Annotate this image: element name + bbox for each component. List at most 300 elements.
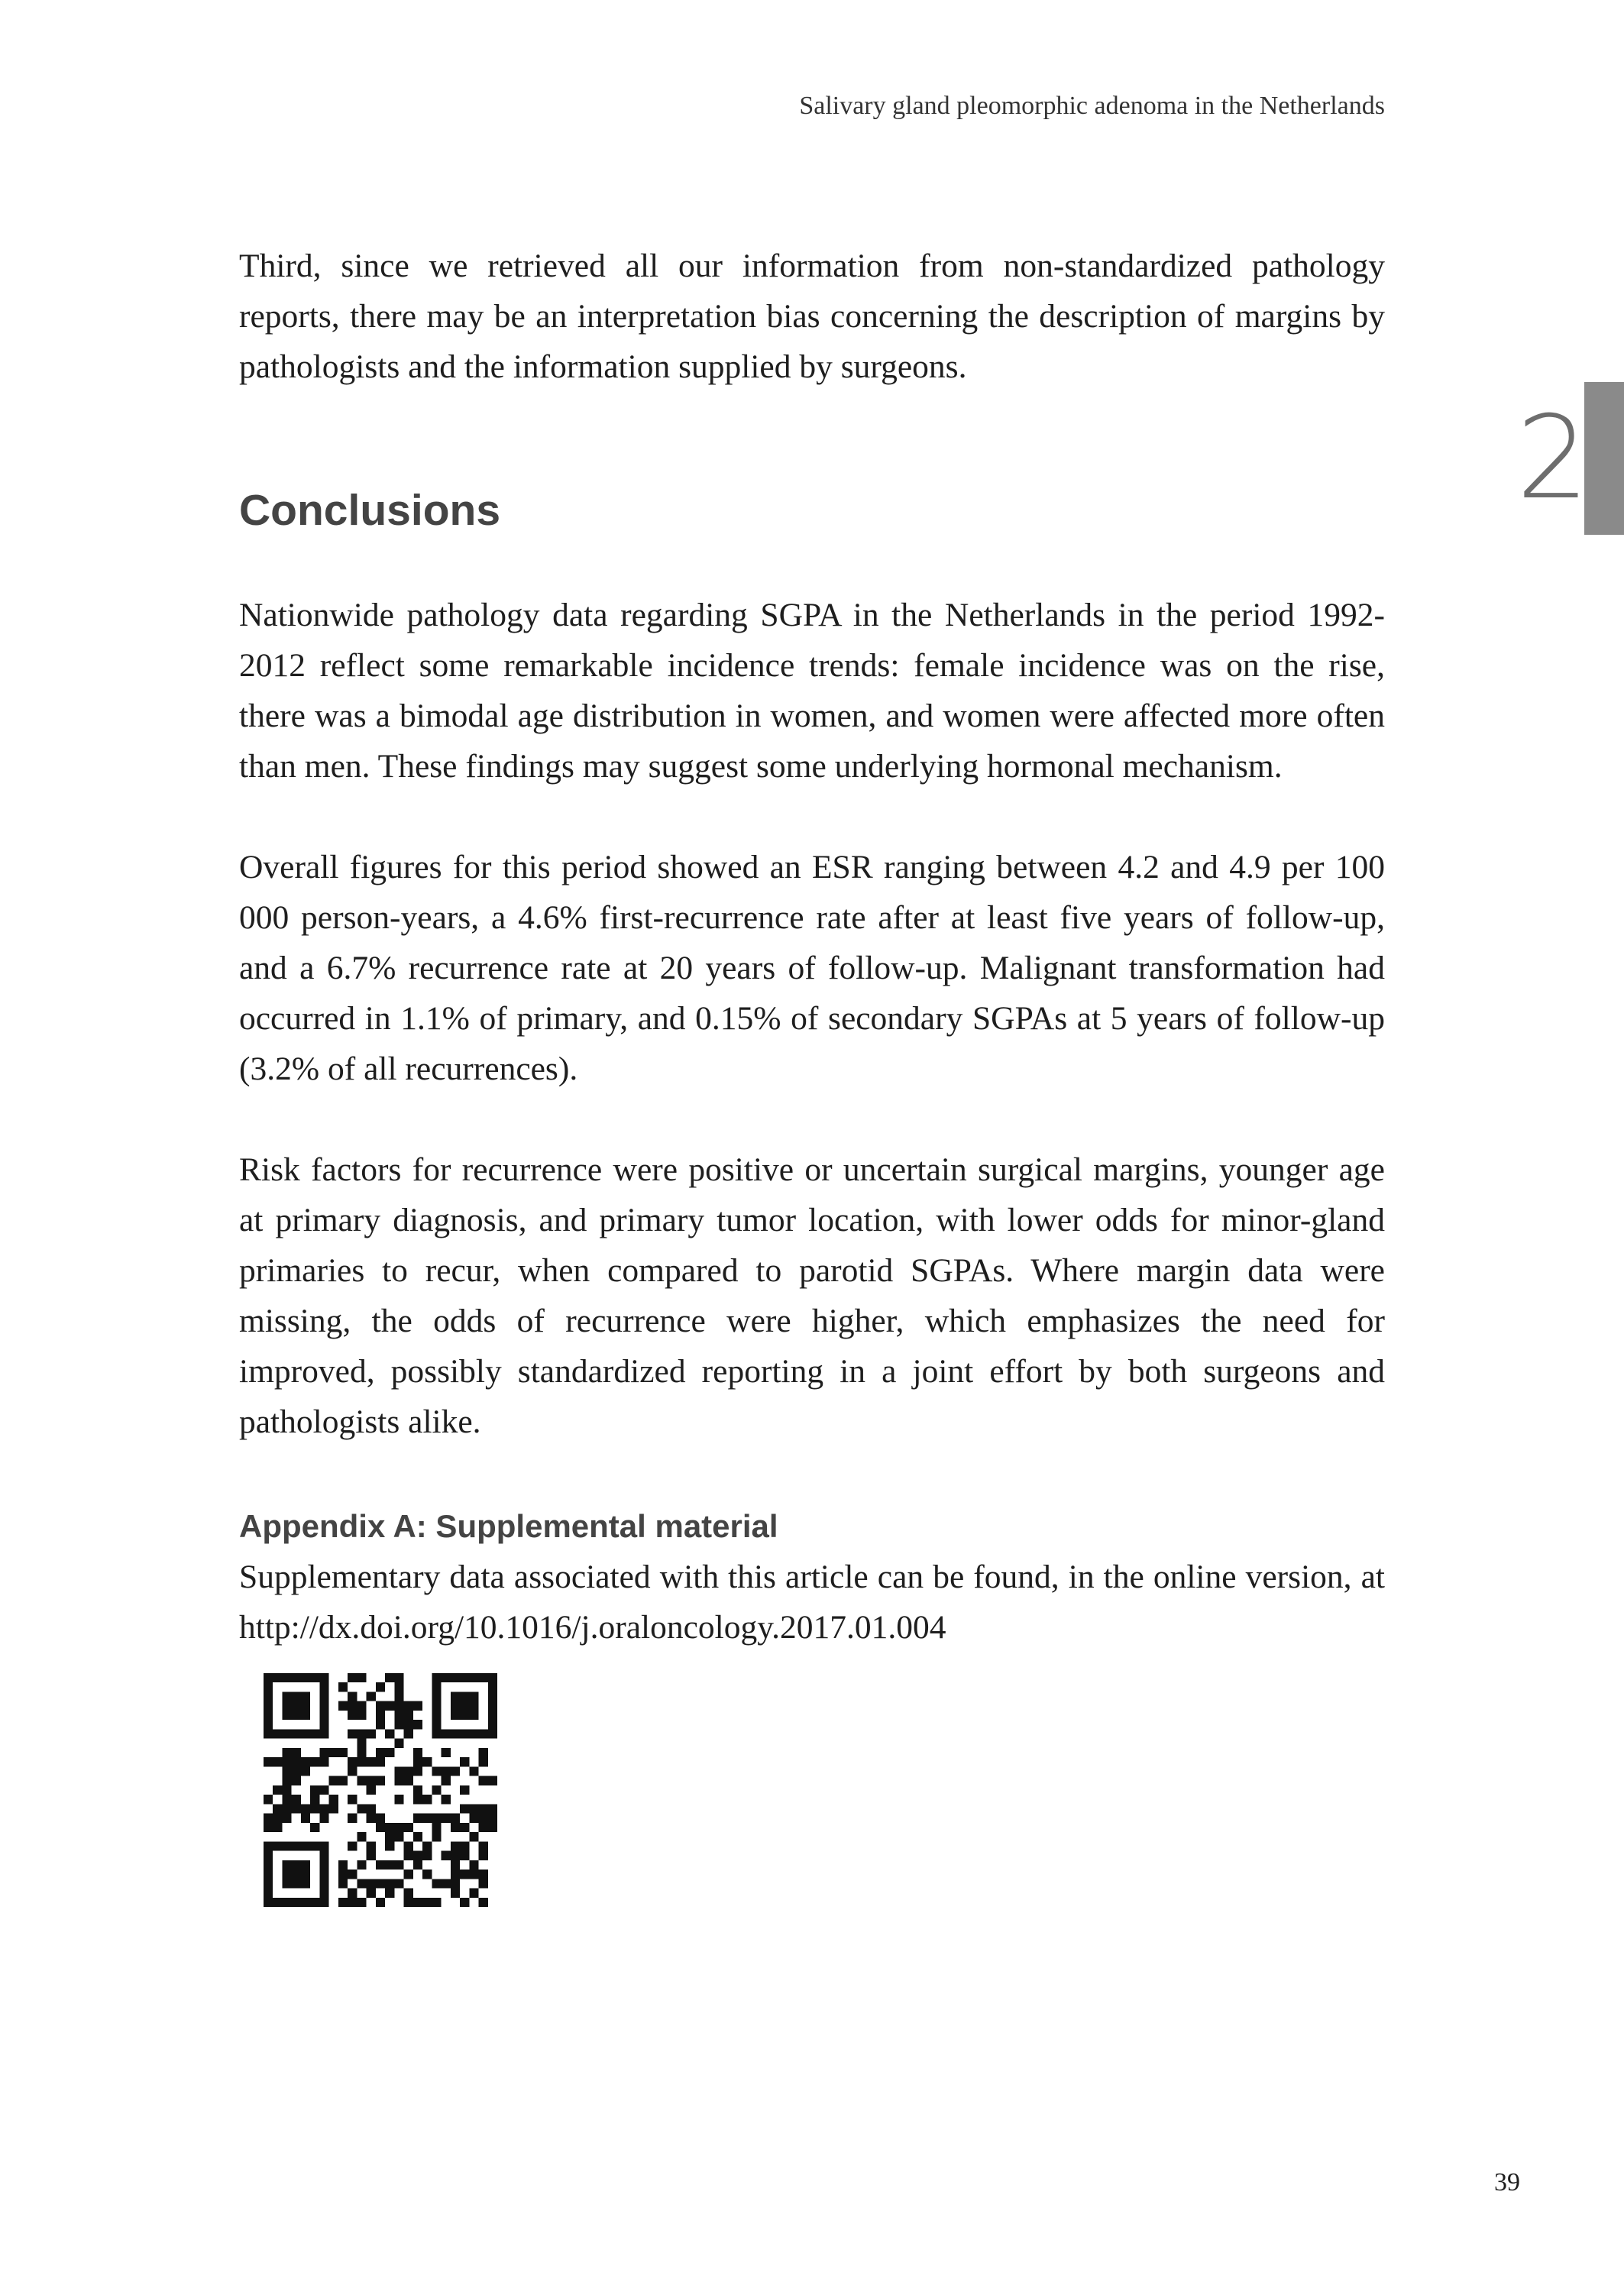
qr-module [451, 1889, 460, 1898]
qr-module [394, 1701, 403, 1711]
qr-module [413, 1860, 422, 1870]
qr-module [292, 1860, 301, 1870]
qr-module [319, 1898, 328, 1907]
qr-module [422, 1898, 432, 1907]
qr-module [479, 1898, 488, 1907]
qr-module [282, 1701, 291, 1711]
qr-module [367, 1757, 376, 1766]
qr-module [264, 1814, 273, 1823]
qr-module [348, 1691, 357, 1701]
qr-module [273, 1673, 282, 1682]
qr-module [292, 1691, 301, 1701]
qr-module [422, 1870, 432, 1879]
qr-module [460, 1870, 469, 1879]
qr-module [479, 1814, 488, 1823]
qr-module [451, 1841, 460, 1850]
qr-module [282, 1879, 291, 1888]
qr-module [469, 1673, 478, 1682]
qr-module [264, 1720, 273, 1729]
qr-module [442, 1748, 451, 1757]
qr-module [451, 1673, 460, 1682]
qr-module [451, 1823, 460, 1832]
qr-module [319, 1870, 328, 1879]
qr-module [479, 1870, 488, 1879]
qr-module [292, 1673, 301, 1682]
qr-module [385, 1832, 394, 1841]
qr-module [264, 1841, 273, 1850]
qr-module [292, 1795, 301, 1804]
qr-module [488, 1804, 497, 1813]
qr-module [451, 1766, 460, 1776]
qr-module [469, 1729, 478, 1738]
qr-module [264, 1673, 273, 1682]
qr-module [394, 1766, 403, 1776]
qr-module [348, 1701, 357, 1711]
qr-module [442, 1766, 451, 1776]
qr-module [413, 1720, 422, 1729]
qr-module [404, 1720, 413, 1729]
qr-module [367, 1785, 376, 1795]
qr-module [273, 1814, 282, 1823]
qr-module [282, 1898, 291, 1907]
qr-module [357, 1804, 366, 1813]
qr-module [357, 1748, 366, 1757]
qr-module [460, 1785, 469, 1795]
qr-module [442, 1814, 451, 1823]
qr-module [422, 1795, 432, 1804]
qr-module [282, 1729, 291, 1738]
qr-module [264, 1860, 273, 1870]
qr-module [338, 1701, 348, 1711]
qr-module [264, 1757, 273, 1766]
qr-module [385, 1748, 394, 1757]
qr-module [451, 1701, 460, 1711]
qr-module [460, 1757, 469, 1766]
qr-module [413, 1701, 422, 1711]
qr-module [376, 1701, 385, 1711]
chapter-tab [1584, 382, 1624, 535]
qr-module [479, 1879, 488, 1888]
qr-module [367, 1691, 376, 1701]
qr-module [479, 1804, 488, 1813]
qr-module [310, 1841, 319, 1850]
qr-module [367, 1729, 376, 1738]
qr-module [310, 1757, 319, 1766]
qr-module [292, 1898, 301, 1907]
qr-module [376, 1720, 385, 1729]
qr-module [357, 1729, 366, 1738]
qr-module [310, 1795, 319, 1804]
qr-module [273, 1804, 282, 1813]
qr-module [460, 1851, 469, 1860]
qr-module [432, 1766, 441, 1776]
qr-module [376, 1814, 385, 1823]
qr-module [292, 1701, 301, 1711]
qr-module [376, 1823, 385, 1832]
qr-module [264, 1851, 273, 1860]
qr-module [469, 1804, 478, 1813]
qr-module [282, 1748, 291, 1757]
qr-module [301, 1729, 310, 1738]
qr-module [319, 1785, 328, 1795]
qr-module [376, 1898, 385, 1907]
qr-module [460, 1711, 469, 1720]
paragraph-nationwide: Nationwide pathology data regarding SGPA in the Netherlands in the period 1992-2012 reflect some remarkable incidence trends: female incidence was on the rise, there was a bimodal age distribution in women, and women were affected more often than men. These findings may suggest some underlying hormonal mechanism. [239, 597, 1385, 785]
qr-module [367, 1841, 376, 1850]
qr-module [292, 1748, 301, 1757]
qr-module [338, 1879, 348, 1888]
qr-module [469, 1870, 478, 1879]
qr-module [385, 1673, 394, 1682]
qr-module [460, 1841, 469, 1850]
qr-module [357, 1711, 366, 1720]
qr-module [469, 1766, 478, 1776]
qr-module [292, 1804, 301, 1813]
qr-module [310, 1673, 319, 1682]
qr-module [422, 1851, 432, 1860]
qr-module [479, 1673, 488, 1682]
qr-module [319, 1804, 328, 1813]
qr-module [488, 1729, 497, 1738]
qr-module [394, 1720, 403, 1729]
qr-module [348, 1729, 357, 1738]
qr-module [376, 1711, 385, 1720]
qr-module [442, 1776, 451, 1785]
qr-module [367, 1776, 376, 1785]
qr-module [264, 1823, 273, 1832]
qr-module [264, 1729, 273, 1738]
qr-module [404, 1701, 413, 1711]
qr-module [348, 1889, 357, 1898]
paragraph-third: Third, since we retrieved all our information from non-standardized pathology reports, there may be an interpretation bias concerning the description of margins by pathologists and the information supplied by surgeons. [239, 248, 1385, 385]
qr-module [367, 1851, 376, 1860]
qr-module [432, 1823, 441, 1832]
qr-module [301, 1673, 310, 1682]
qr-module [292, 1766, 301, 1776]
qr-module [319, 1729, 328, 1738]
qr-module [264, 1870, 273, 1879]
qr-module [413, 1814, 422, 1823]
qr-module [348, 1841, 357, 1850]
qr-module [394, 1879, 403, 1888]
qr-module [404, 1889, 413, 1898]
qr-module [469, 1860, 478, 1870]
qr-module [394, 1795, 403, 1804]
qr-module [367, 1889, 376, 1898]
qr-module [451, 1691, 460, 1701]
qr-module [451, 1879, 460, 1888]
qr-module [282, 1691, 291, 1701]
qr-module [301, 1691, 310, 1701]
running-header: Salivary gland pleomorphic adenoma in the Netherlands [799, 92, 1385, 120]
qr-module [376, 1776, 385, 1785]
qr-module [460, 1823, 469, 1832]
qr-module [319, 1691, 328, 1701]
qr-module [319, 1711, 328, 1720]
qr-module [292, 1729, 301, 1738]
qr-module [460, 1804, 469, 1813]
qr-module [488, 1711, 497, 1720]
qr-module [319, 1814, 328, 1823]
qr-module [385, 1701, 394, 1711]
qr-module [329, 1776, 338, 1785]
qr-module [394, 1711, 403, 1720]
qr-module [488, 1682, 497, 1691]
qr-module [301, 1804, 310, 1813]
qr-module [264, 1879, 273, 1888]
appendix-heading: Appendix A: Supplemental material [239, 1508, 778, 1544]
qr-module [357, 1776, 366, 1785]
qr-module [301, 1898, 310, 1907]
qr-module [442, 1879, 451, 1888]
qr-module [469, 1701, 478, 1711]
qr-module [451, 1851, 460, 1860]
qr-module [488, 1720, 497, 1729]
qr-module [413, 1748, 422, 1757]
qr-module [413, 1785, 422, 1795]
qr-module [367, 1814, 376, 1823]
qr-module [348, 1795, 357, 1804]
qr-module [488, 1814, 497, 1823]
chapter-number: 2 [1516, 392, 1590, 525]
qr-module [273, 1785, 282, 1795]
qr-module [282, 1814, 291, 1823]
qr-module [282, 1776, 291, 1785]
qr-module [460, 1898, 469, 1907]
qr-module [451, 1814, 460, 1823]
qr-module [264, 1691, 273, 1701]
qr-module [348, 1711, 357, 1720]
qr-module [367, 1804, 376, 1813]
qr-module [310, 1898, 319, 1907]
qr-module [413, 1898, 422, 1907]
qr-module [413, 1795, 422, 1804]
qr-module [385, 1823, 394, 1832]
qr-module [319, 1860, 328, 1870]
qr-module [404, 1823, 413, 1832]
qr-module [338, 1776, 348, 1785]
qr-module [385, 1841, 394, 1850]
qr-module [348, 1673, 357, 1682]
qr-module [376, 1860, 385, 1870]
qr-module [338, 1870, 348, 1879]
qr-module [442, 1673, 451, 1682]
qr-module [319, 1757, 328, 1766]
qr-module [292, 1757, 301, 1766]
qr-module [264, 1795, 273, 1804]
qr-module [301, 1814, 310, 1823]
qr-module [319, 1889, 328, 1898]
qr-module [460, 1729, 469, 1738]
qr-module [301, 1860, 310, 1870]
qr-module [292, 1711, 301, 1720]
qr-module [310, 1729, 319, 1738]
qr-module [394, 1860, 403, 1870]
qr-module [488, 1701, 497, 1711]
qr-module [319, 1720, 328, 1729]
qr-module [282, 1804, 291, 1813]
qr-module [479, 1757, 488, 1766]
qr-module [479, 1748, 488, 1757]
qr-module [451, 1729, 460, 1738]
qr-module [319, 1879, 328, 1888]
paragraph-overall: Overall figures for this period showed an ESR ranging between 4.2 and 4.9 per 100 000 person-years, a 4.6% first-recurrence rate after at least five years of follow-up, and a 6.7% recurrence rate at 20 years of follow-up. Malignant transformation had occurred in 1.1% of primary, and 0.15% of secondary SGPAs at 5 years of follow-up (3.2% of all recurrences). [239, 849, 1385, 1087]
qr-module [385, 1879, 394, 1888]
qr-module [432, 1720, 441, 1729]
qr-module [338, 1748, 348, 1757]
conclusions-heading: Conclusions [239, 486, 501, 535]
qr-module [357, 1860, 366, 1870]
qr-module [479, 1776, 488, 1785]
qr-module [442, 1851, 451, 1860]
qr-module [282, 1766, 291, 1776]
qr-module [451, 1711, 460, 1720]
qr-module [292, 1870, 301, 1879]
appendix-text: Supplementary data associated with this article can be found, in the online version, at http://dx.doi.org/10.1016/j.oraloncology.2017.01.004 [239, 1559, 1385, 1646]
qr-module [469, 1691, 478, 1701]
qr-module [301, 1841, 310, 1850]
qr-module [273, 1823, 282, 1832]
qr-module [385, 1860, 394, 1870]
qr-module [329, 1795, 338, 1804]
qr-module [357, 1701, 366, 1711]
qr-module [413, 1851, 422, 1860]
paragraph-risk-factors: Risk factors for recurrence were positive or uncertain surgical margins, younger age at primary diagnosis, and primary tumor location, with lower odds for minor-gland primaries to recur, when compared to parotid SGPAs. Where margin data were missing, the odds of recurrence were higher, which emphasizes the need for improved, possibly standardized reporting in a joint effort by both surgeons and pathologists alike. [239, 1151, 1385, 1440]
qr-module [264, 1898, 273, 1907]
page-number: 39 [1494, 2168, 1520, 2196]
qr-module [432, 1832, 441, 1841]
qr-module [394, 1776, 403, 1785]
qr-module [348, 1898, 357, 1907]
qr-module [432, 1691, 441, 1701]
qr-module [479, 1729, 488, 1738]
qr-module [432, 1879, 441, 1888]
qr-module [282, 1673, 291, 1682]
qr-module [319, 1851, 328, 1860]
qr-module [404, 1870, 413, 1879]
qr-module [394, 1832, 403, 1841]
qr-module [432, 1729, 441, 1738]
qr-module [357, 1739, 366, 1748]
qr-module [310, 1804, 319, 1813]
qr-module [292, 1776, 301, 1785]
qr-module [404, 1776, 413, 1785]
qr-module [319, 1748, 328, 1757]
qr-module [432, 1785, 441, 1795]
qr-module [301, 1701, 310, 1711]
qr-module [273, 1841, 282, 1850]
qr-module [282, 1841, 291, 1850]
qr-module [357, 1832, 366, 1841]
qr-module [460, 1701, 469, 1711]
qr-module [348, 1870, 357, 1879]
qr-module [319, 1701, 328, 1711]
qr-module [367, 1879, 376, 1888]
qr-module [301, 1711, 310, 1720]
qr-module [376, 1748, 385, 1757]
qr-module [376, 1682, 385, 1691]
qr-module [422, 1841, 432, 1850]
qr-module [264, 1889, 273, 1898]
qr-module [357, 1898, 366, 1907]
qr-module [264, 1682, 273, 1691]
qr-module [348, 1766, 357, 1776]
qr-module [394, 1682, 403, 1691]
qr-module [310, 1785, 319, 1795]
qr-module [432, 1711, 441, 1720]
qr-module [469, 1832, 478, 1841]
qr-module [442, 1795, 451, 1804]
qr-module [422, 1814, 432, 1823]
qr-module [460, 1673, 469, 1682]
qr-module [413, 1757, 422, 1766]
qr-module [329, 1804, 338, 1813]
qr-module [394, 1739, 403, 1748]
qr-module [422, 1757, 432, 1766]
qr-module [292, 1879, 301, 1888]
qr-module [479, 1823, 488, 1832]
qr-module [301, 1757, 310, 1766]
qr-module [357, 1879, 366, 1888]
qr-code-icon [264, 1673, 497, 1907]
qr-module [357, 1757, 366, 1766]
qr-module [432, 1814, 441, 1823]
qr-module [479, 1841, 488, 1850]
qr-module [404, 1766, 413, 1776]
qr-module [488, 1673, 497, 1682]
qr-module [451, 1860, 460, 1870]
qr-module [301, 1879, 310, 1888]
qr-module [432, 1701, 441, 1711]
qr-module [404, 1729, 413, 1738]
qr-module [488, 1823, 497, 1832]
qr-module [348, 1814, 357, 1823]
qr-module [432, 1898, 441, 1907]
qr-module [282, 1870, 291, 1879]
qr-module [273, 1898, 282, 1907]
qr-module [479, 1851, 488, 1860]
qr-module [413, 1832, 422, 1841]
qr-module [338, 1860, 348, 1870]
qr-module [376, 1757, 385, 1766]
qr-module [319, 1841, 328, 1850]
qr-module [469, 1711, 478, 1720]
qr-module [394, 1673, 403, 1682]
qr-module [460, 1691, 469, 1701]
qr-module [432, 1682, 441, 1691]
qr-module [413, 1766, 422, 1776]
qr-module [385, 1729, 394, 1738]
qr-module [282, 1860, 291, 1870]
qr-module [338, 1898, 348, 1907]
qr-module [394, 1691, 403, 1701]
qr-module [404, 1711, 413, 1720]
qr-module [264, 1711, 273, 1720]
qr-module [404, 1898, 413, 1907]
qr-module [310, 1823, 319, 1832]
qr-module [292, 1841, 301, 1850]
qr-module [376, 1879, 385, 1888]
qr-module [282, 1711, 291, 1720]
qr-module [488, 1691, 497, 1701]
qr-module [264, 1701, 273, 1711]
qr-module [282, 1757, 291, 1766]
qr-module [432, 1673, 441, 1682]
qr-module [282, 1795, 291, 1804]
qr-module [469, 1889, 478, 1898]
qr-module [338, 1682, 348, 1691]
qr-module [404, 1841, 413, 1850]
